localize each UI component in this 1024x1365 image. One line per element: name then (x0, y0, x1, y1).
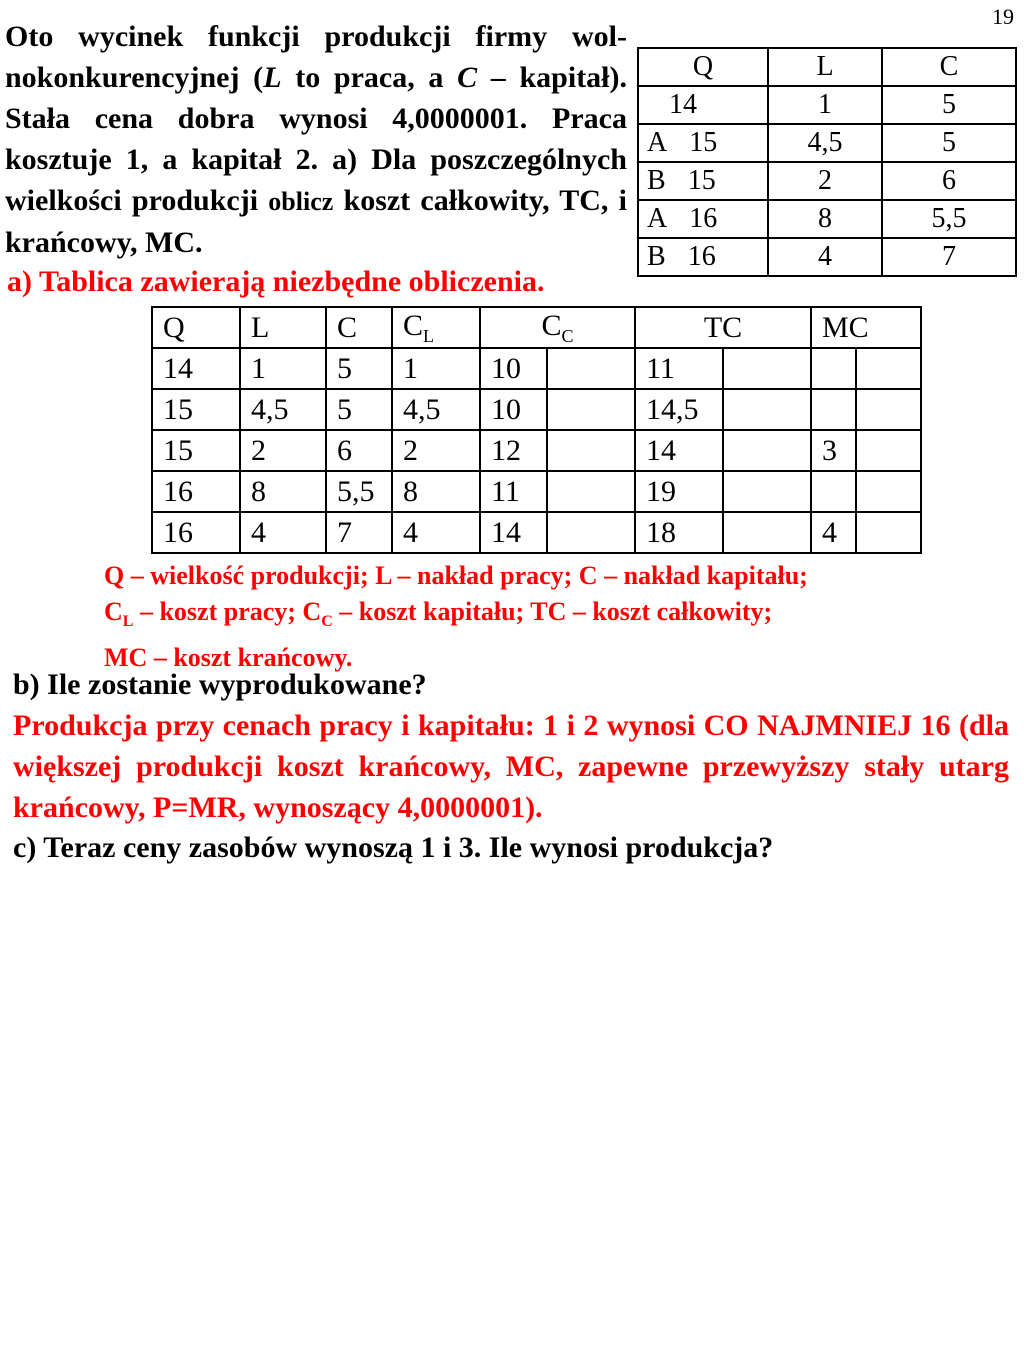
cost-calculation-table (151, 306, 922, 554)
cell-c: 7 (882, 238, 1016, 276)
cell-l: 4,5 (240, 389, 326, 430)
cell-marginal-cost (811, 348, 856, 389)
cell-empty (723, 430, 811, 471)
column-header-capital-cost: $C_C$ (480, 307, 635, 348)
table-row (638, 200, 1016, 238)
cell-l: 8 (240, 471, 326, 512)
cell-empty (723, 512, 811, 553)
cell-q: 16 (152, 471, 240, 512)
column-header-l: L (768, 48, 882, 86)
cell-total-cost: 18 (635, 512, 723, 553)
question-b: b) Ile zostanie wyprodukowane? (13, 668, 427, 701)
cell-capital-cost: 10 (480, 389, 547, 430)
cell-empty (723, 389, 811, 430)
capital-symbol: C (457, 61, 478, 94)
table-row (638, 162, 1016, 200)
cell-l: 2 (240, 430, 326, 471)
cell-marginal-cost: 4 (811, 512, 856, 553)
cell-q: 15 (152, 389, 240, 430)
table-row (152, 512, 921, 553)
cell-empty (856, 471, 921, 512)
cell-l: 2 (768, 162, 882, 200)
answer-a: a) Tablica zawierają niezbędne obliczenia. (7, 265, 545, 298)
cell-empty (547, 389, 635, 430)
cell-empty (723, 471, 811, 512)
cell-c: 6 (326, 430, 392, 471)
cell-labor-cost: 8 (392, 471, 480, 512)
problem-intro: Oto wycinek funkcji produkcji firmy wolnokonkurencyjnej (L to praca, a C – kapitał). Stała cena dobra wynosi 4,0000001. Praca kosztuje 1, a kapitał 2. a) Dla poszczególnych wielkości produkcji oblicz koszt całkowity, TC, i krańcowy, MC. (5, 20, 628, 259)
cell-total-cost: 14 (635, 430, 723, 471)
cell-labor-cost: 4 (392, 512, 480, 553)
table-row (152, 389, 921, 430)
table-row (152, 471, 921, 512)
cell-empty (547, 512, 635, 553)
cell-q: A 15 (638, 124, 768, 162)
cell-q: 14 (152, 348, 240, 389)
legend-line: Q – wielkość produkcji; L – nakład pracy; C – nakład kapitału; (104, 561, 808, 590)
legend (104, 558, 964, 676)
cell-c: 7 (326, 512, 392, 553)
column-header-marginal-cost: MC (811, 307, 921, 348)
cell-empty (723, 348, 811, 389)
cell-q: B 15 (638, 162, 768, 200)
cell-empty (547, 348, 635, 389)
answer-b: Produkcja przy cenach pracy i kapitału: 1 i 2 wynosi CO NAJMNIEJ 16 (dla większej produkcji koszt krańcowy, MC, zapewne przewyższy stały utarg krańcowy, P=MR, wynoszący 4,0000001). (13, 709, 1009, 824)
cell-l: 1 (240, 348, 326, 389)
cell-empty (856, 430, 921, 471)
labor-symbol: L (263, 61, 282, 94)
cell-total-cost: 11 (635, 348, 723, 389)
table-row (638, 238, 1016, 276)
cell-empty (547, 471, 635, 512)
cell-c: 5,5 (882, 200, 1016, 238)
cell-total-cost: 19 (635, 471, 723, 512)
table-row (152, 430, 921, 471)
table-row (638, 124, 1016, 162)
page-number: 19 (992, 4, 1014, 29)
cell-capital-cost: 12 (480, 430, 547, 471)
cell-total-cost: 14,5 (635, 389, 723, 430)
column-header-c: C (882, 48, 1016, 86)
cell-q: 15 (152, 430, 240, 471)
cell-labor-cost: 4,5 (392, 389, 480, 430)
cell-c: 5 (326, 348, 392, 389)
cell-marginal-cost (811, 389, 856, 430)
cell-capital-cost: 11 (480, 471, 547, 512)
cell-l: 4 (240, 512, 326, 553)
cell-empty (856, 512, 921, 553)
table-row (638, 86, 1016, 124)
cell-labor-cost: 2 (392, 430, 480, 471)
column-header-c: C (326, 307, 392, 348)
legend-line: $C_L$ – koszt pracy; $C_C$ – koszt kapitału; TC – koszt całkowity; (104, 597, 773, 631)
cell-q: A 16 (638, 200, 768, 238)
cell-c: 5 (882, 86, 1016, 124)
legend-line: MC – koszt krańcowy. (104, 643, 353, 673)
cell-q: 14 (638, 86, 768, 124)
cell-empty (547, 430, 635, 471)
cell-l: 8 (768, 200, 882, 238)
cell-l: 1 (768, 86, 882, 124)
cell-l: 4 (768, 238, 882, 276)
production-function-table (637, 47, 1017, 277)
cell-q: B 16 (638, 238, 768, 276)
cell-marginal-cost (811, 471, 856, 512)
cell-c: 5 (882, 124, 1016, 162)
column-header-total-cost: TC (635, 307, 811, 348)
cell-marginal-cost: 3 (811, 430, 856, 471)
column-header-q: Q (152, 307, 240, 348)
column-header-l: L (240, 307, 326, 348)
cell-capital-cost: 14 (480, 512, 547, 553)
cell-labor-cost: 1 (392, 348, 480, 389)
table-header-row (638, 48, 1016, 86)
cell-c: 5,5 (326, 471, 392, 512)
table-row (152, 348, 921, 389)
cell-c: 6 (882, 162, 1016, 200)
table-header-row (152, 307, 921, 348)
cell-l: 4,5 (768, 124, 882, 162)
column-header-labor-cost: $C_L$ (392, 307, 480, 348)
cell-q: 16 (152, 512, 240, 553)
cell-capital-cost: 10 (480, 348, 547, 389)
column-header-q: Q (638, 48, 768, 86)
cell-c: 5 (326, 389, 392, 430)
question-c: c) Teraz ceny zasobów wynoszą 1 i 3. Ile wynosi produkcja? (13, 831, 774, 864)
cell-empty (856, 389, 921, 430)
cell-empty (856, 348, 921, 389)
